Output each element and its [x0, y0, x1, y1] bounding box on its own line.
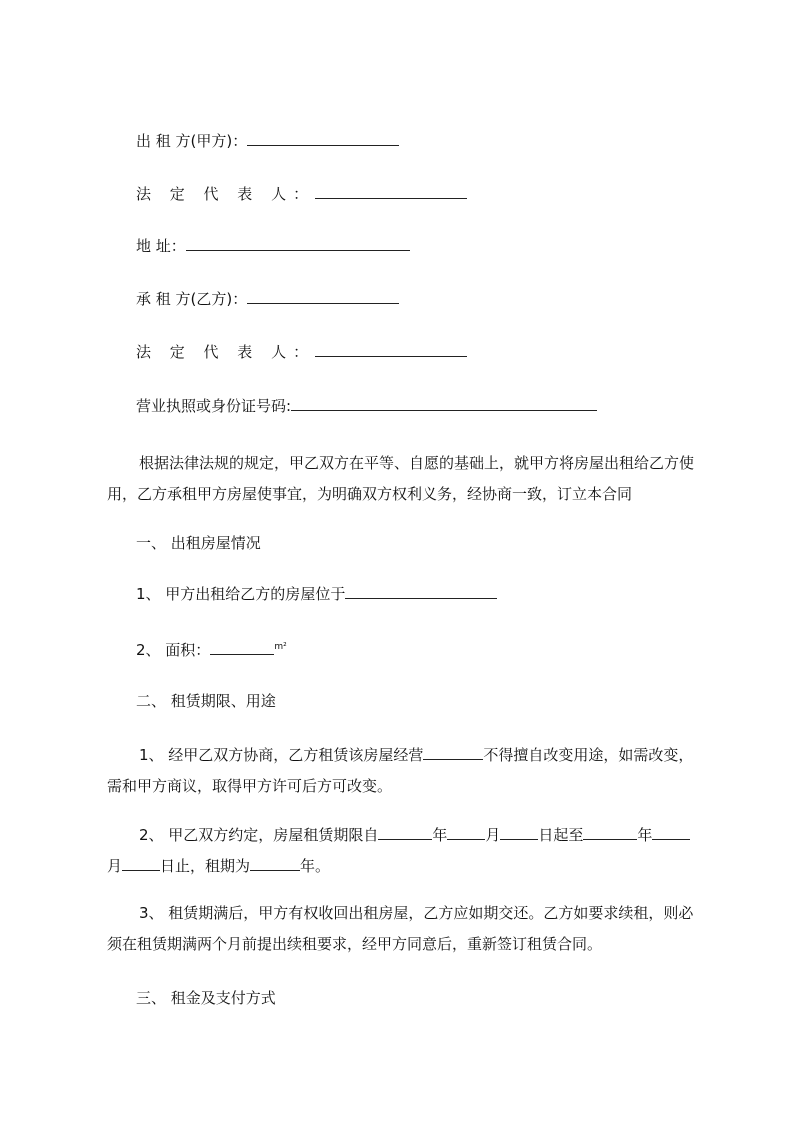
section2-item2	[107, 820, 697, 882]
section2-item1-text-b: 不得擅自改变用途，如需改变，需和甲方商议，取得甲方许可后方可改变。	[107, 746, 694, 795]
section2-heading: 二、 租赁期限、用途	[136, 692, 276, 710]
start-day-label: 日起至	[538, 826, 584, 844]
lessee-label: 承 租 方(乙方)：	[136, 290, 248, 308]
license-field	[136, 396, 597, 416]
section1-item1	[136, 584, 497, 604]
lessee-rep-blank[interactable]	[315, 342, 467, 357]
section2-item2-text-a: 2、 甲乙双方约定，房屋租赁期限自	[139, 826, 379, 844]
section2-item1-text-a: 1、 经甲乙双方协商，乙方租赁该房屋经营	[139, 746, 424, 764]
preamble-paragraph	[107, 448, 697, 510]
start-day-blank[interactable]	[500, 825, 538, 840]
license-blank[interactable]	[291, 396, 597, 411]
section1-item2-text: 2、 面积：	[136, 641, 211, 659]
lessor-field	[136, 131, 399, 151]
term-years-blank[interactable]	[250, 856, 300, 871]
address-label: 地 址：	[136, 237, 186, 255]
end-year-blank[interactable]	[583, 825, 637, 840]
section2-item3-text: 3、 租赁期满后，甲方有权收回出租房屋，乙方应如期交还。乙方如要求续租，则必须在租赁期满两个月前提出续租要求，经甲方同意后，重新签订租赁合同。	[107, 904, 694, 953]
section2-item1	[107, 740, 697, 802]
lessor-rep-blank[interactable]	[315, 184, 467, 199]
term-years-label: 年。	[300, 857, 331, 875]
section2-item3	[107, 898, 697, 960]
lessor-label: 出 租 方(甲方)：	[136, 132, 248, 150]
lessee-rep-field	[136, 342, 467, 362]
lessor-rep-label: 法 定 代 表 人：	[136, 185, 316, 203]
end-day-blank[interactable]	[122, 856, 160, 871]
end-year-label: 年	[637, 826, 653, 844]
end-month-blank[interactable]	[652, 825, 690, 840]
start-month-label: 月	[485, 826, 501, 844]
location-blank[interactable]	[345, 584, 497, 599]
end-day-label: 日止，租期为	[160, 857, 251, 875]
lessee-rep-label: 法 定 代 表 人：	[136, 343, 316, 361]
start-year-blank[interactable]	[378, 825, 432, 840]
preamble-text: 根据法律法规的规定，甲乙双方在平等、自愿的基础上，就甲方将房屋出租给乙方使用，乙方承租甲方房屋使事宜，为明确双方权利义务，经协商一致，订立本合同	[107, 454, 695, 503]
area-blank[interactable]	[210, 640, 274, 655]
address-blank[interactable]	[186, 236, 410, 251]
lessee-blank[interactable]	[247, 289, 399, 304]
lessor-blank[interactable]	[247, 131, 399, 146]
start-year-label: 年	[432, 826, 448, 844]
lessee-field	[136, 289, 399, 309]
address-field	[136, 236, 410, 256]
end-month-label: 月	[107, 857, 123, 875]
area-unit: m²	[274, 642, 287, 652]
license-label: 营业执照或身份证号码:	[136, 397, 292, 415]
start-month-blank[interactable]	[447, 825, 485, 840]
business-use-blank[interactable]	[423, 745, 483, 760]
section1-item2	[136, 637, 287, 657]
section3-heading: 三、 租金及支付方式	[136, 989, 276, 1007]
section1-item1-text: 1、 甲方出租给乙方的房屋位于	[136, 585, 346, 603]
lessor-rep-field	[136, 184, 467, 204]
section1-heading: 一、 出租房屋情况	[136, 534, 261, 552]
